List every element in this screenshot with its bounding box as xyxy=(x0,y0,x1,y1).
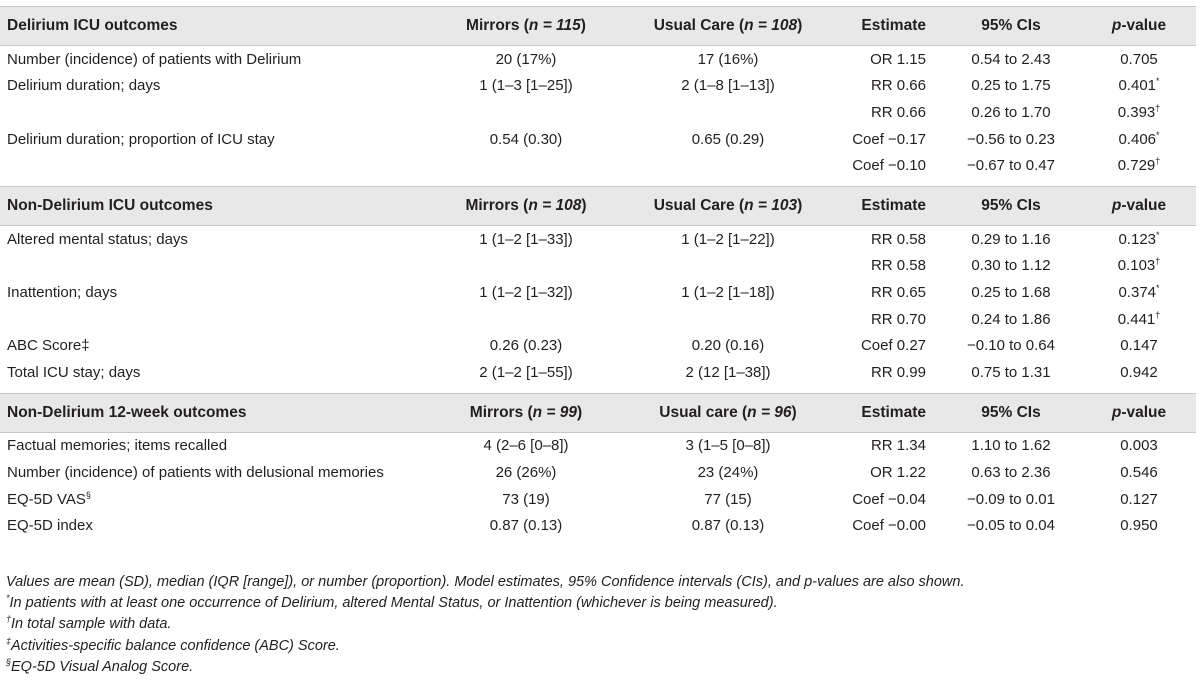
usual-care-value xyxy=(624,152,832,179)
p-value-footnote-mark: * xyxy=(1156,282,1160,293)
p-value xyxy=(1082,306,1196,333)
row-label xyxy=(0,332,428,359)
mirrors-header-n: n = 115 xyxy=(528,17,581,34)
p-value-text: 0.127 xyxy=(1120,490,1158,508)
mirrors-column-header xyxy=(428,393,624,432)
usual-header-label: Usual Care ( xyxy=(653,196,745,214)
usual-care-value xyxy=(624,253,832,280)
usual-column-header xyxy=(624,393,832,432)
estimate-value: Coef −0.04 xyxy=(852,490,926,508)
p-value-footnote-mark: † xyxy=(1155,256,1161,267)
mirrors-value xyxy=(428,253,624,280)
table-row xyxy=(0,253,1196,280)
section-header-row xyxy=(0,393,1196,432)
p-value-header-rest: -value xyxy=(1121,17,1167,34)
usual-care-value: 17 (16%) xyxy=(697,50,759,68)
row-label-text: EQ-5D index xyxy=(7,517,93,535)
usual-care-value: 0.87 (0.13) xyxy=(691,517,765,535)
p-value-column-header xyxy=(1082,186,1196,225)
ci-column-header: 95% CIs xyxy=(932,393,1082,432)
row-label xyxy=(0,46,428,73)
usual-header-n: n = 96 xyxy=(747,403,792,421)
row-label-text: Number (incidence) of patients with Delirium xyxy=(7,50,302,68)
footnote-text: Values are mean (SD), median (IQR [range]), or number (proportion). Model estimates, 95% Confidence intervals (CIs), and p-values are also shown. xyxy=(6,574,965,590)
usual-header-close: ) xyxy=(797,17,803,34)
section-gap xyxy=(0,386,1196,394)
footnote-mark: * xyxy=(6,593,10,604)
footnote xyxy=(6,657,1194,678)
p-value xyxy=(1082,73,1196,100)
usual-care-value: 23 (24%) xyxy=(697,463,759,481)
table-row xyxy=(0,432,1196,459)
p-value-text: 0.401 xyxy=(1118,77,1157,95)
usual-header-close: ) xyxy=(791,403,797,421)
row-label xyxy=(0,359,428,386)
table-row xyxy=(0,225,1196,252)
p-value-footnote-mark: * xyxy=(1156,229,1160,240)
p-value xyxy=(1082,99,1196,126)
ci-value: −0.09 to 0.01 xyxy=(967,490,1055,508)
usual-care-value xyxy=(624,306,832,333)
mirrors-header-label: Mirrors ( xyxy=(465,196,529,214)
section-gap-cell xyxy=(0,179,1196,187)
ci-value: −0.56 to 0.23 xyxy=(967,130,1055,148)
section-gap xyxy=(0,179,1196,187)
p-value xyxy=(1082,359,1196,386)
mirrors-column-header xyxy=(428,7,624,46)
p-value-header-p: p xyxy=(1111,17,1122,34)
table-row xyxy=(0,512,1196,539)
mirrors-value xyxy=(428,152,624,179)
usual-care-value xyxy=(624,99,832,126)
estimate-value: Coef −0.10 xyxy=(852,157,926,175)
table-row xyxy=(0,486,1196,513)
p-value xyxy=(1082,46,1196,73)
row-label-text: Factual memories; items recalled xyxy=(7,437,228,455)
table-footnotes xyxy=(6,572,1194,678)
p-value-text: 0.147 xyxy=(1120,337,1158,355)
table-row xyxy=(0,152,1196,179)
table-row xyxy=(0,46,1196,73)
table-row xyxy=(0,73,1196,100)
footnote-text: In patients with at least one occurrence of Delirium, altered Mental Status, or Inattention (whichever is being measured). xyxy=(9,595,778,612)
ci-column-header: 95% CIs xyxy=(932,7,1082,46)
mirrors-value: 2 (1–2 [1–55]) xyxy=(479,363,573,381)
row-label-text: Delirium duration; proportion of ICU stay xyxy=(7,130,275,148)
row-label-text: Delirium duration; days xyxy=(7,77,161,95)
row-label xyxy=(0,306,428,333)
footnote xyxy=(6,593,1194,614)
mirrors-value: 1 (1–2 [1–33]) xyxy=(479,230,573,248)
row-label xyxy=(0,253,428,280)
p-value-text: 0.942 xyxy=(1120,363,1158,381)
p-value-text: 0.123 xyxy=(1118,230,1157,248)
p-value-footnote-mark: † xyxy=(1155,102,1161,113)
p-value xyxy=(1082,126,1196,153)
usual-care-value: 77 (15) xyxy=(704,490,752,508)
usual-header-close: ) xyxy=(797,196,803,214)
mirrors-header-label: Mirrors ( xyxy=(466,17,529,34)
row-label xyxy=(0,126,428,153)
row-label xyxy=(0,99,428,126)
estimate-value: OR 1.22 xyxy=(870,463,926,481)
ci-value: 0.75 to 1.31 xyxy=(971,363,1051,381)
row-label xyxy=(0,459,428,486)
section-title: Non-Delirium 12-week outcomes xyxy=(0,393,428,432)
estimate-value: OR 1.15 xyxy=(870,50,926,68)
p-value-text: 0.003 xyxy=(1120,437,1158,455)
p-value xyxy=(1082,432,1196,459)
p-value-text: 0.950 xyxy=(1120,517,1158,535)
row-label-footnote-mark: § xyxy=(85,489,91,500)
row-label-text: Altered mental status; days xyxy=(7,230,188,248)
estimate-value: RR 0.65 xyxy=(870,283,926,301)
table-row xyxy=(0,126,1196,153)
mirrors-header-n: n = 108 xyxy=(528,196,582,214)
results-table xyxy=(0,6,1196,539)
footnote-text: EQ-5D Visual Analog Score. xyxy=(11,658,194,675)
section-gap-cell xyxy=(0,386,1196,394)
usual-column-header xyxy=(624,7,832,46)
p-value xyxy=(1082,486,1196,513)
estimate-column-header: Estimate xyxy=(832,186,932,225)
p-value-text: 0.103 xyxy=(1117,257,1156,275)
row-label xyxy=(0,486,428,513)
estimate-value: RR 0.70 xyxy=(870,310,926,328)
p-value-text: 0.441 xyxy=(1117,310,1156,328)
table-row xyxy=(0,459,1196,486)
ci-value: 0.63 to 2.36 xyxy=(971,463,1051,481)
mirrors-value: 0.87 (0.13) xyxy=(489,517,563,535)
p-value-header-p: p xyxy=(1111,196,1122,214)
section-header-row xyxy=(0,7,1196,46)
footnote xyxy=(6,572,1194,593)
p-value-footnote-mark: * xyxy=(1156,129,1160,140)
estimate-column-header: Estimate xyxy=(832,7,932,46)
usual-header-label: Usual Care ( xyxy=(653,17,745,34)
footnote-text: In total sample with data. xyxy=(11,616,172,633)
ci-value: 0.25 to 1.68 xyxy=(971,283,1051,301)
row-label-text: Number (incidence) of patients with delusional memories xyxy=(7,463,384,481)
ci-value: 0.26 to 1.70 xyxy=(971,103,1051,121)
row-label xyxy=(0,152,428,179)
ci-value: 0.30 to 1.12 xyxy=(971,257,1051,275)
table-row xyxy=(0,99,1196,126)
p-value-text: 0.374 xyxy=(1118,283,1157,301)
table-row xyxy=(0,332,1196,359)
mirrors-header-close: ) xyxy=(580,17,586,34)
p-value xyxy=(1082,225,1196,252)
row-label xyxy=(0,225,428,252)
mirrors-value: 20 (17%) xyxy=(495,50,557,68)
table-row xyxy=(0,306,1196,333)
ci-column-header: 95% CIs xyxy=(932,186,1082,225)
section-title: Non-Delirium ICU outcomes xyxy=(0,186,428,225)
mirrors-value: 73 (19) xyxy=(502,490,550,508)
row-label xyxy=(0,512,428,539)
row-label-text: EQ-5D VAS xyxy=(7,490,86,508)
mirrors-value: 4 (2–6 [0–8]) xyxy=(483,437,569,455)
p-value xyxy=(1082,152,1196,179)
ci-value: −0.05 to 0.04 xyxy=(967,517,1055,535)
mirrors-value: 1 (1–3 [1–25]) xyxy=(479,77,573,95)
footnote-mark: † xyxy=(6,614,12,625)
footnote-mark: § xyxy=(6,656,12,667)
section-header-row xyxy=(0,186,1196,225)
mirrors-header-close: ) xyxy=(577,403,583,421)
estimate-value: RR 0.58 xyxy=(870,230,926,248)
p-value-text: 0.393 xyxy=(1117,103,1156,121)
estimate-column-header: Estimate xyxy=(832,393,932,432)
estimate-value: Coef −0.17 xyxy=(852,130,926,148)
estimate-value: RR 0.66 xyxy=(870,77,926,95)
mirrors-header-label: Mirrors ( xyxy=(469,403,533,421)
p-value-column-header xyxy=(1082,7,1196,46)
usual-care-value: 2 (12 [1–38]) xyxy=(685,363,771,381)
mirrors-header-close: ) xyxy=(581,196,587,214)
footnote-mark: ‡ xyxy=(6,635,12,646)
usual-care-value: 3 (1–5 [0–8]) xyxy=(685,437,771,455)
p-value-text: 0.705 xyxy=(1120,50,1158,68)
p-value-text: 0.546 xyxy=(1120,463,1158,481)
p-value xyxy=(1082,279,1196,306)
usual-header-n: n = 103 xyxy=(744,196,798,214)
row-label xyxy=(0,432,428,459)
p-value-footnote-mark: * xyxy=(1156,76,1160,87)
p-value xyxy=(1082,253,1196,280)
row-label-text: ABC Score‡ xyxy=(7,337,90,355)
estimate-value: RR 0.66 xyxy=(870,103,926,121)
estimate-value: Coef −0.00 xyxy=(852,517,926,535)
estimate-value: RR 1.34 xyxy=(870,437,926,455)
usual-care-value: 1 (1–2 [1–18]) xyxy=(681,283,775,301)
ci-value: −0.10 to 0.64 xyxy=(967,337,1055,355)
footnote xyxy=(6,636,1194,657)
p-value-header-rest: -value xyxy=(1121,403,1167,421)
table-row xyxy=(0,359,1196,386)
ci-value: 1.10 to 1.62 xyxy=(971,437,1051,455)
p-value xyxy=(1082,512,1196,539)
ci-value: 0.25 to 1.75 xyxy=(971,77,1051,95)
row-label xyxy=(0,279,428,306)
usual-care-value: 1 (1–2 [1–22]) xyxy=(681,230,775,248)
estimate-value: Coef 0.27 xyxy=(860,337,926,355)
mirrors-value xyxy=(428,99,624,126)
estimate-value: RR 0.58 xyxy=(870,257,926,275)
mirrors-value: 0.26 (0.23) xyxy=(489,337,563,355)
mirrors-value: 0.54 (0.30) xyxy=(489,130,563,148)
ci-value: −0.67 to 0.47 xyxy=(967,157,1055,175)
p-value xyxy=(1082,459,1196,486)
p-value-footnote-mark: † xyxy=(1155,309,1161,320)
usual-care-value: 2 (1–8 [1–13]) xyxy=(681,77,775,95)
footnote xyxy=(6,614,1194,635)
mirrors-column-header xyxy=(428,186,624,225)
section-title: Delirium ICU outcomes xyxy=(0,7,428,46)
usual-header-label: Usual care ( xyxy=(659,403,748,421)
row-label-text: Total ICU stay; days xyxy=(7,363,141,381)
footnote-text: Activities-specific balance confidence (ABC) Score. xyxy=(11,637,340,654)
usual-care-value: 0.65 (0.29) xyxy=(691,130,765,148)
p-value-text: 0.729 xyxy=(1117,157,1156,175)
row-label xyxy=(0,73,428,100)
mirrors-value: 26 (26%) xyxy=(495,463,557,481)
row-label-text: Inattention; days xyxy=(7,283,118,301)
table-row xyxy=(0,279,1196,306)
ci-value: 0.24 to 1.86 xyxy=(971,310,1051,328)
p-value xyxy=(1082,332,1196,359)
estimate-value: RR 0.99 xyxy=(870,363,926,381)
p-value-column-header xyxy=(1082,393,1196,432)
p-value-header-p: p xyxy=(1111,403,1122,421)
usual-column-header xyxy=(624,186,832,225)
mirrors-value: 1 (1–2 [1–32]) xyxy=(479,283,573,301)
ci-value: 0.54 to 2.43 xyxy=(971,50,1051,68)
usual-header-n: n = 108 xyxy=(744,17,798,34)
ci-value: 0.29 to 1.16 xyxy=(971,230,1051,248)
mirrors-header-n: n = 99 xyxy=(532,403,578,421)
mirrors-value xyxy=(428,306,624,333)
usual-care-value: 0.20 (0.16) xyxy=(691,337,765,355)
p-value-header-rest: -value xyxy=(1121,196,1167,214)
p-value-text: 0.406 xyxy=(1118,130,1157,148)
p-value-footnote-mark: † xyxy=(1155,156,1161,167)
